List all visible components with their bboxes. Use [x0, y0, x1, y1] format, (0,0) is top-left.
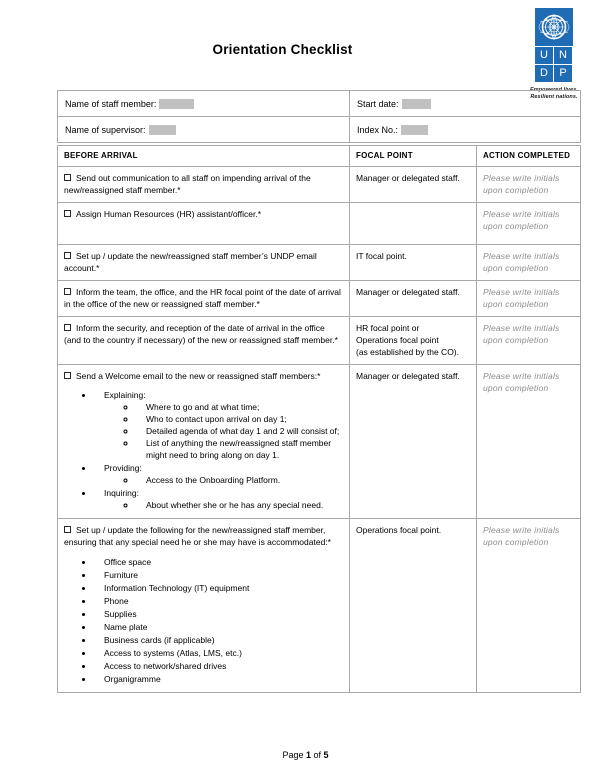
list-item: ◦ Access to the Onboarding Platform.	[136, 474, 343, 486]
list-item: • Information Technology (IT) equipment	[94, 582, 343, 594]
focal-point-cell: Manager or delegated staff.	[350, 365, 477, 519]
logo-letter-p: P	[554, 65, 572, 82]
header-action-completed: ACTION COMPLETED	[477, 146, 581, 167]
task-text: Assign Human Resources (HR) assistant/officer.*	[76, 209, 262, 219]
footer-middle: of	[311, 750, 324, 760]
task-text: Set up / update the following for the new/reassigned staff member, ensuring that any special need he or she may have is accommodated:*	[64, 525, 331, 547]
footer-prefix: Page	[282, 750, 306, 760]
group-label: Inquiring:	[104, 488, 139, 498]
info-row-supervisor	[58, 117, 581, 143]
list-item: • Furniture	[94, 569, 343, 581]
initials-hint-line-1: Please write initials	[483, 323, 560, 333]
initials-hint-line-1: Please write initials	[483, 209, 560, 219]
list-item: • Business cards (if applicable)	[94, 634, 343, 646]
list-item	[94, 487, 343, 511]
task-text: Inform the security, and reception of the date of arrival in the office (and to the country if necessary) of the new or reassigned staff member.*	[64, 323, 338, 345]
initials-hint-line-1: Please write initials	[483, 287, 560, 297]
task-text: Send out communication to all staff on impending arrival of the new/reassigned staff member.*	[64, 173, 311, 195]
list-item: • Organigramme	[94, 673, 343, 685]
table-row	[58, 203, 581, 245]
header-before-arrival: BEFORE ARRIVAL	[58, 146, 350, 167]
list-item: • Access to systems (Atlas, LMS, etc.)	[94, 647, 343, 659]
task-cell	[58, 365, 350, 519]
checkbox-icon[interactable]	[64, 288, 71, 295]
table-row	[58, 317, 581, 365]
task-subsublist	[104, 499, 343, 511]
task-cell	[58, 167, 350, 203]
list-item: ◦ List of anything the new/reassigned staff member might need to bring along on day 1.	[136, 437, 343, 461]
info-cell-start-date	[350, 91, 581, 117]
header-focal-point: FOCAL POINT	[350, 146, 477, 167]
checkbox-icon[interactable]	[64, 174, 71, 181]
list-item: • Supplies	[94, 608, 343, 620]
index-no-value[interactable]	[401, 125, 428, 135]
list-item: ◦ Detailed agenda of what day 1 and 2 will consist of;	[136, 425, 343, 437]
list-item: ◦ Where to go and at what time;	[136, 401, 343, 413]
task-subsublist	[104, 401, 343, 461]
index-no-label: Index No.:	[357, 124, 399, 135]
list-item: • Office space	[94, 556, 343, 568]
action-completed-cell[interactable]	[477, 281, 581, 317]
table-row	[58, 281, 581, 317]
focal-point-cell	[350, 317, 477, 365]
list-item	[94, 462, 343, 486]
task-cell	[58, 203, 350, 245]
initials-hint-line-1: Please write initials	[483, 251, 560, 261]
task-cell	[58, 281, 350, 317]
group-label: Providing:	[104, 463, 142, 473]
task-text: Send a Welcome email to the new or reassigned staff members:*	[76, 371, 321, 381]
group-label: Explaining:	[104, 390, 146, 400]
task-text: Set up / update the new/reassigned staff member’s UNDP email account.*	[64, 251, 317, 273]
list-item: • Name plate	[94, 621, 343, 633]
info-row-staff	[58, 91, 581, 117]
action-completed-cell[interactable]	[477, 519, 581, 693]
tagline-line-1: Empowered lives.	[529, 87, 579, 93]
initials-hint-line-1: Please write initials	[483, 371, 560, 381]
initials-hint-line-2: upon completion	[483, 263, 549, 273]
checkbox-icon[interactable]	[64, 372, 71, 379]
start-date-value[interactable]	[402, 99, 431, 109]
supervisor-label: Name of supervisor:	[65, 124, 146, 135]
un-emblem-icon	[535, 8, 573, 46]
initials-hint-line-2: upon completion	[483, 335, 549, 345]
orientation-checklist-table	[57, 145, 581, 693]
logo-letter-u: U	[535, 47, 553, 64]
focal-point-cell: Operations focal point.	[350, 519, 477, 693]
staff-name-value[interactable]	[159, 99, 194, 109]
initials-hint-line-1: Please write initials	[483, 525, 560, 535]
info-cell-index-no	[350, 117, 581, 143]
page-footer	[0, 750, 611, 760]
staff-name-label: Name of staff member:	[65, 98, 157, 109]
logo-letter-n: N	[554, 47, 572, 64]
footer-page-number: 1	[305, 750, 311, 760]
focal-point-cell	[350, 203, 477, 245]
staff-info-table	[57, 90, 581, 143]
focal-line-2: Operations focal point	[356, 335, 439, 345]
initials-hint-line-2: upon completion	[483, 299, 549, 309]
checkbox-icon[interactable]	[64, 324, 71, 331]
list-item: • Access to network/shared drives	[94, 660, 343, 672]
task-sublist	[64, 389, 343, 511]
checkbox-icon[interactable]	[64, 252, 71, 259]
initials-hint-line-2: upon completion	[483, 383, 549, 393]
info-cell-staff-name	[58, 91, 350, 117]
supervisor-value[interactable]	[149, 125, 176, 135]
footer-total-pages: 5	[323, 750, 329, 760]
action-completed-cell[interactable]	[477, 245, 581, 281]
action-completed-cell[interactable]	[477, 365, 581, 519]
focal-point-cell: Manager or delegated staff.	[350, 167, 477, 203]
tagline-line-2: Resilient nations.	[530, 94, 578, 100]
list-item: • Phone	[94, 595, 343, 607]
focal-line-3: (as established by the CO).	[356, 347, 459, 357]
table-row	[58, 245, 581, 281]
action-completed-cell[interactable]	[477, 203, 581, 245]
info-cell-supervisor-name	[58, 117, 350, 143]
checklist-header-row	[58, 146, 581, 167]
table-row	[58, 365, 581, 519]
list-item	[94, 389, 343, 461]
logo-letter-d: D	[535, 65, 553, 82]
initials-hint-line-2: upon completion	[483, 537, 549, 547]
checkbox-icon[interactable]	[64, 526, 71, 533]
list-item: ◦ Who to contact upon arrival on day 1;	[136, 413, 343, 425]
page-title: Orientation Checklist	[212, 42, 353, 57]
task-subsublist	[104, 474, 343, 486]
action-completed-cell[interactable]	[477, 167, 581, 203]
checkbox-icon[interactable]	[64, 210, 71, 217]
initials-hint-line-2: upon completion	[483, 221, 549, 231]
initials-hint-line-2: upon completion	[483, 185, 549, 195]
list-item: ◦ About whether she or he has any special need.	[136, 499, 343, 511]
table-row	[58, 167, 581, 203]
task-cell	[58, 317, 350, 365]
task-sublist	[64, 556, 343, 685]
task-text: Inform the team, the office, and the HR focal point of the date of arrival in the office of the new or reassigned staff member.*	[64, 287, 341, 309]
task-cell	[58, 519, 350, 693]
start-date-label: Start date:	[357, 98, 399, 109]
focal-point-cell: Manager or delegated staff.	[350, 281, 477, 317]
task-cell	[58, 245, 350, 281]
table-row	[58, 519, 581, 693]
initials-hint-line-1: Please write initials	[483, 173, 560, 183]
focal-line-1: HR focal point or	[356, 323, 420, 333]
action-completed-cell[interactable]	[477, 317, 581, 365]
focal-point-cell: IT focal point.	[350, 245, 477, 281]
